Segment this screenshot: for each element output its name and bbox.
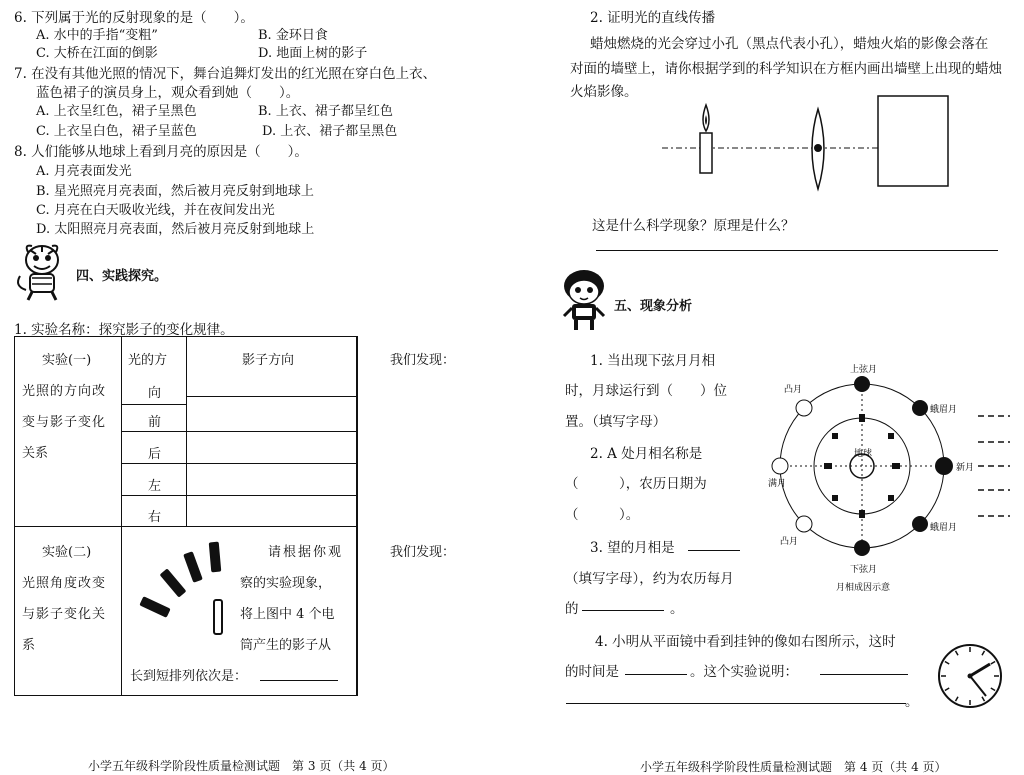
q7-option-c: C. 上衣呈白色，裙子呈蓝色 (36, 124, 197, 139)
direction-0: 向 (148, 386, 162, 401)
experiment-title: 1. 实验名称：探究影子的变化规律。 (14, 322, 234, 338)
label-bottom: 下弦月 (850, 565, 878, 575)
screen-box (878, 96, 948, 186)
q3-answer-line-1[interactable] (688, 550, 740, 551)
exp1-label: 实验(一) (42, 353, 92, 368)
q8-stem: 8. 人们能够从地球上看到月亮的原因是（ ）。 (14, 144, 308, 160)
exp2-text-last: 长到短排列依次是： (130, 669, 248, 684)
q8-option-c: C. 月亮在白天吸收光线，并在夜间发出光 (36, 203, 275, 218)
section-5-title: 五、现象分析 (614, 299, 693, 314)
exp2-text-line1: 请根据你观 (268, 545, 344, 560)
q7-option-a: A. 上衣呈红色，裙子呈黑色 (36, 104, 197, 119)
q2-text-line3: 火焰影像。 (570, 84, 638, 100)
direction-front: 前 (148, 415, 162, 430)
exp2-desc-line3: 系 (22, 638, 36, 653)
q6-option-d: D. 地面上树的影子 (258, 46, 368, 61)
label-lower-left: 凸月 (780, 537, 799, 547)
q4-line2a: 的时间是 (565, 664, 619, 680)
moon-phase-diagram (770, 358, 1020, 594)
q2-answer-line[interactable] (596, 250, 998, 251)
exp2-text-line3: 将上图中 4 个电 (240, 607, 335, 622)
label-lower-right: 蛾眉月 (930, 523, 958, 533)
q1-line2: 时，月球运行到（ ）位 (565, 383, 727, 399)
clock-icon (936, 642, 1004, 710)
exp2-text-line2: 察的实验现象， (240, 576, 332, 591)
q4-line2b: 。这个实验说明： (690, 664, 798, 680)
q8-option-a: A. 月亮表面发光 (36, 164, 132, 179)
q3-answer-line-2[interactable] (582, 610, 664, 611)
section-4-title: 四、实践探究。 (76, 269, 168, 284)
label-center: 地球 (854, 449, 873, 459)
exp2-we-find: 我们发现： (390, 545, 456, 560)
direction-back: 后 (148, 447, 162, 462)
label-right: 新月 (956, 463, 975, 473)
moon-top-icon (854, 376, 870, 392)
exp2-label: 实验(二) (42, 545, 92, 560)
q6-option-a: A. 水中的手指“变粗” (36, 28, 158, 43)
q4-time-line[interactable] (625, 674, 687, 675)
tiger-mascot-icon (12, 240, 72, 302)
direction-right: 右 (148, 510, 162, 525)
col-light-direction: 光的方 (128, 353, 168, 368)
label-left: 满月 (768, 479, 787, 489)
q8-option-d: D. 太阳照亮月亮表面，然后被月亮反射到地球上 (36, 222, 315, 237)
q6-option-b: B. 金环日食 (258, 28, 328, 43)
q1-line3: 置。（填写字母） (565, 414, 667, 430)
exp2-desc-line1: 光照角度改变 (22, 576, 107, 591)
q2-text-line2: 对面的墙壁上，请你根据学到的科学知识在方框内画出墙壁上出现的蜡烛 (570, 61, 1002, 77)
right-footer: 小学五年级科学阶段性质量检测试题 第 4 页（共 4 页） (640, 760, 947, 774)
exp2-text-line4: 筒产生的影子从 (240, 638, 332, 653)
q4-explain-line-1[interactable] (820, 674, 908, 675)
exp1-desc-line1: 光照的方向改 (22, 384, 107, 399)
q7-option-d: D. 上衣、裙子都呈黑色 (262, 124, 398, 139)
q2-text-line1: 蜡烛燃烧的光会穿过小孔（黑点代表小孔），蜡烛火焰的影像会落在 (590, 36, 989, 52)
label-upper-right: 蛾眉月 (930, 405, 958, 415)
exp2-desc-line2: 与影子变化关 (22, 607, 107, 622)
label-upper-left: 凸月 (784, 385, 803, 395)
moon-left-icon (772, 458, 788, 474)
q2-question: 这是什么科学现象？原理是什么？ (592, 218, 795, 234)
q8-option-b: B. 星光照亮月亮表面，然后被月亮反射到地球上 (36, 184, 314, 199)
q7-option-b: B. 上衣、裙子都呈红色 (258, 104, 393, 119)
exp2-answer-line[interactable] (260, 680, 338, 681)
q3-line2: （填写字母），约为农历每月 (565, 571, 734, 587)
q2a-line1: 2. A 处月相名称是 (590, 446, 703, 462)
moon-upper-left-icon (796, 400, 812, 416)
q4-line1: 4. 小明从平面镜中看到挂钟的像如右图所示，这时 (595, 634, 896, 650)
candle-icon (700, 133, 712, 173)
q1-line1: 1. 当出现下弦月月相 (590, 353, 716, 369)
q2a-line2: （ ），农历日期为 (565, 476, 707, 492)
q4-explain-line-2[interactable] (566, 703, 906, 704)
q7-stem-2: 蓝色裙子的演员身上，观众看到她（ ）。 (36, 85, 300, 101)
label-top: 上弦月 (850, 365, 878, 375)
diagram-caption: 月相成因示意 (836, 583, 891, 593)
moon-lower-right-icon (912, 516, 928, 532)
flashlights-illustration (140, 540, 240, 640)
q6-stem: 6. 下列属于光的反射现象的是（ ）。 (14, 10, 254, 26)
moon-right-icon (935, 457, 953, 475)
col-shadow-direction: 影子方向 (242, 353, 295, 368)
q6-option-c: C. 大桥在江面的倒影 (36, 46, 158, 61)
q7-stem-1: 7. 在没有其他光照的情况下，舞台追舞灯发出的红光照在穿白色上衣、 (14, 66, 437, 82)
exp1-desc-line2: 变与影子变化 (22, 415, 107, 430)
col-we-find: 我们发现： (390, 353, 456, 368)
left-footer: 小学五年级科学阶段性质量检测试题 第 3 页（共 4 页） (88, 759, 395, 773)
direction-left: 左 (148, 479, 162, 494)
q2a-line3: （ ）。 (565, 507, 640, 523)
moon-bottom-icon (854, 540, 870, 556)
pinhole-diagram (660, 95, 960, 195)
exp1-desc-line3: 关系 (22, 446, 49, 461)
q3-line1: 3. 望的月相是 (590, 540, 675, 556)
boy-mascot-icon (556, 268, 614, 332)
moon-lower-left-icon (796, 516, 812, 532)
moon-upper-right-icon (912, 400, 928, 416)
q3-line3: 的 (565, 601, 579, 617)
q2-title: 2. 证明光的直线传播 (590, 10, 716, 26)
